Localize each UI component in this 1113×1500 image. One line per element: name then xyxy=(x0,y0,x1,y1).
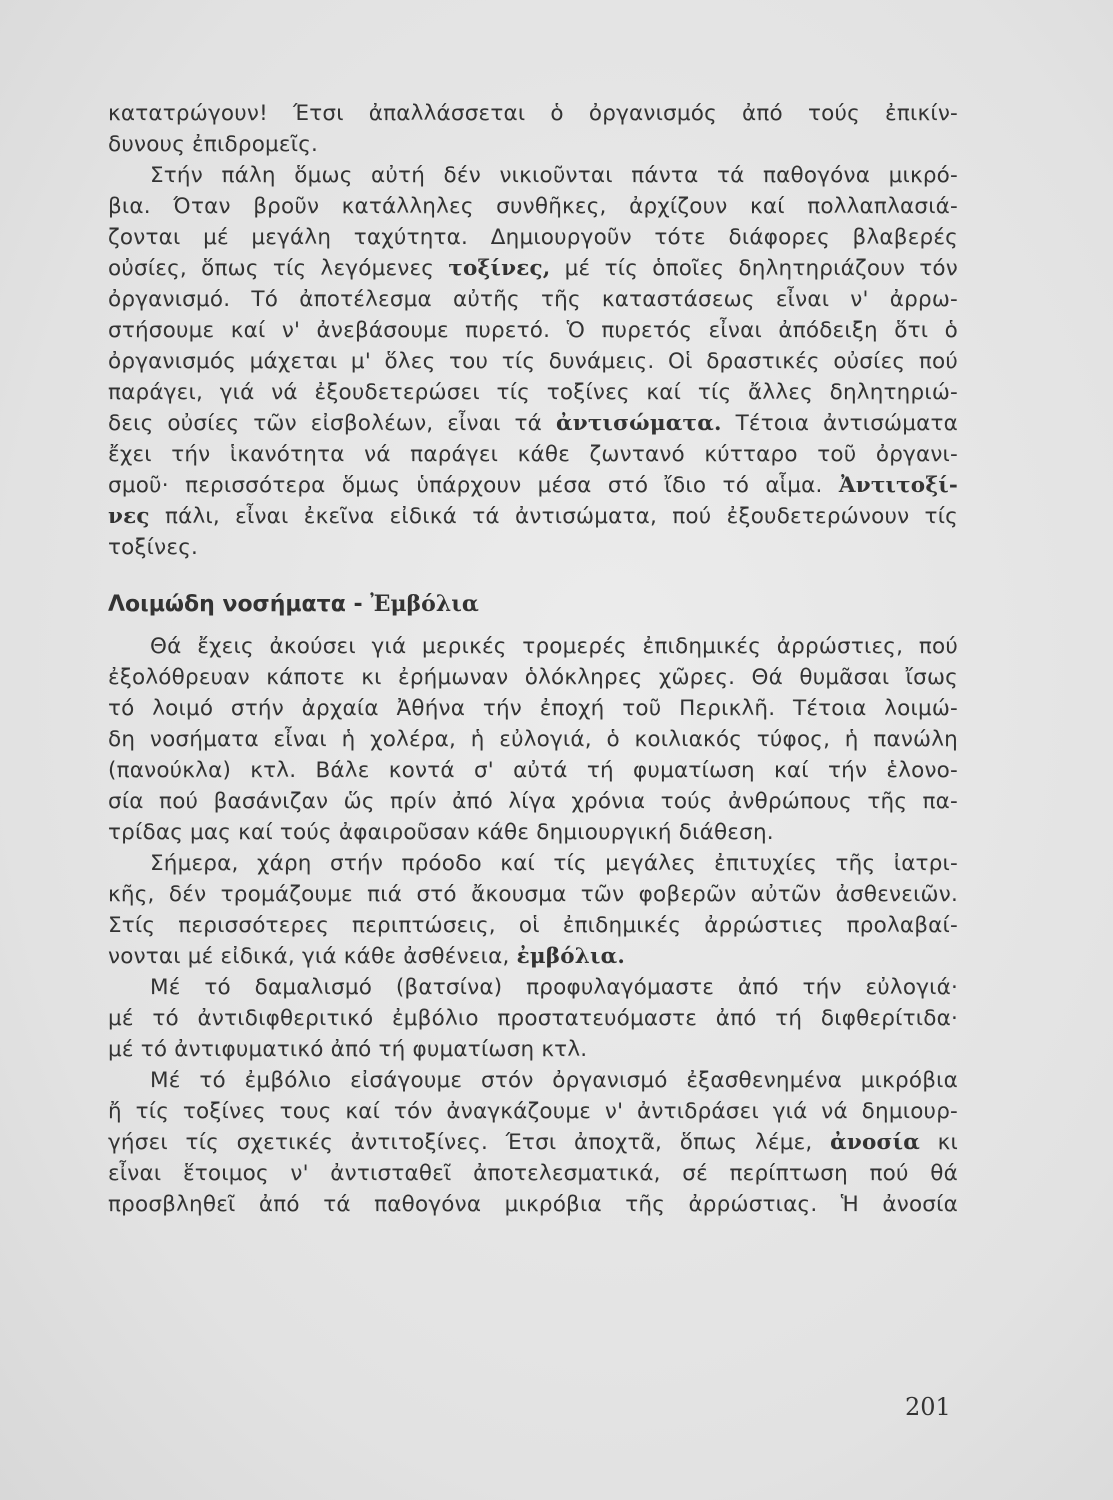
text-line: Μέ τό δαμαλισμό (βατσίνα) προφυλαγόμαστε ἀπό τήν εὐλογιά· xyxy=(150,975,958,1000)
text-line: τό λοιμό στήν ἀρχαία Ἀθήνα τήν ἐποχή τοῦ Περικλῆ. Τέτοια λοιμώ- xyxy=(108,696,958,721)
text-line: βια. Όταν βροῦν κατάλληλες συνθῆκες, ἀρχίζουν καί πολλαπλασιά- xyxy=(108,194,958,219)
bold-term: ἀνοσία xyxy=(830,1130,920,1155)
text-line: τρίδας μας καί τούς ἀφαιροῦσαν κάθε δημιουργική διάθεση. xyxy=(108,820,774,845)
text-line: δη νοσήματα εἶναι ἡ χολέρα, ἡ εὐλογιά, ὁ κοιλιακός τύφος, ἡ πανώλη xyxy=(108,727,958,752)
text-line: μέ τό ἀντιφυματικό ἀπό τή φυματίωση κτλ. xyxy=(108,1037,588,1062)
text-line: παράγει, γιά νά ἐξουδετερώσει τίς τοξίνες καί τίς ἄλλες δηλητηριώ- xyxy=(108,380,958,405)
text-line: μέ τό ἀντιδιφθεριτικό ἐμβόλιο προστατευόμαστε ἀπό τή διφθερίτιδα· xyxy=(108,1006,958,1031)
text-line: στήσουμε καί ν' ἀνεβάσουμε πυρετό. Ὁ πυρετός εἶναι ἀπόδειξη ὅτι ὁ xyxy=(108,318,958,343)
text-line: προσβληθεῖ ἀπό τά παθογόνα μικρόβια τῆς ἀρρώστιας. Ἡ ἀνοσία xyxy=(108,1192,958,1217)
text-line: ὀργανισμός μάχεται μ' ὅλες του τίς δυνάμεις. Οἱ δραστικές οὐσίες πού xyxy=(108,349,958,374)
text-line: τοξίνες. xyxy=(108,535,199,560)
bold-term: ἀντισώματα. xyxy=(556,411,722,436)
text-line: κῆς, δέν τρομάζουμε πιά στό ἄκουσμα τῶν φοβερῶν αὐτῶν ἀσθενειῶν. xyxy=(108,882,958,907)
text-line: ἐξολόθρευαν κάποτε κι ἐρήμωναν ὁλόκληρες χῶρες. Θά θυμᾶσαι ἴσως xyxy=(108,665,958,690)
text-line: εἶναι ἕτοιμος ν' ἀντισταθεῖ ἀποτελεσματικά, σέ περίπτωση πού θά xyxy=(108,1161,958,1186)
text-line: νονται μέ εἰδικά, γιά κάθε ἀσθένεια, ἐμβόλια. xyxy=(108,944,626,969)
bold-term: νες xyxy=(108,504,150,529)
text-line: δεις οὐσίες τῶν εἰσβολέων, εἶναι τά ἀντισώματα. Τέτοια ἀντισώματα xyxy=(108,411,958,436)
text-line: ἤ τίς τοξίνες τους καί τόν ἀναγκάζουμε ν' ἀντιδράσει γιά νά δημιουρ- xyxy=(108,1099,958,1124)
text-line: νες πάλι, εἶναι ἐκεῖνα εἰδικά τά ἀντισώματα, πού ἐξουδετερώνουν τίς xyxy=(108,504,958,529)
bold-term: τοξίνες, xyxy=(448,256,551,281)
section-heading: Λοιμώδη νοσήματα - Ἐμβόλια xyxy=(108,591,479,617)
text-line: οὐσίες, ὅπως τίς λεγόμενες τοξίνες, μέ τίς ὁποῖες δηλητηριάζουν τόν xyxy=(108,256,959,281)
text-line: σμοῦ· περισσότερα ὅμως ὑπάρχουν μέσα στό ἴδιο τό αἷμα. Ἀντιτοξί- xyxy=(108,473,958,498)
text-line: ζονται μέ μεγάλη ταχύτητα. Δημιουργοῦν τότε διάφορες βλαβερές xyxy=(108,225,958,250)
page-number: 201 xyxy=(905,1393,951,1421)
text-line: Σήμερα, χάρη στήν πρόοδο καί τίς μεγάλες ἐπιτυχίες τῆς ἰατρι- xyxy=(150,851,958,876)
text-line: Στίς περισσότερες περιπτώσεις, οἱ ἐπιδημικές ἀρρώστιες προλαβαί- xyxy=(108,913,958,938)
text-line: Στήν πάλη ὅμως αὐτή δέν νικιοῦνται πάντα τά παθογόνα μικρό- xyxy=(150,163,958,188)
bold-term: ἐμβόλια. xyxy=(516,944,626,969)
text-line: ὀργανισμό. Τό ἀποτέλεσμα αὐτῆς τῆς καταστάσεως εἶναι ν' ἀρρω- xyxy=(108,287,958,312)
text-line: κατατρώγουν! Έτσι ἀπαλλάσσεται ὁ ὀργανισμός ἀπό τούς ἐπικίν- xyxy=(108,101,958,126)
body-text xyxy=(108,98,958,1220)
text-line: σία πού βασάνιζαν ὥς πρίν ἀπό λίγα χρόνια τούς ἀνθρώπους τῆς πα- xyxy=(108,789,958,814)
text-line: ἔχει τήν ἱκανότητα νά παράγει κάθε ζωντανό κύτταρο τοῦ ὀργανι- xyxy=(108,442,958,467)
text-line: Μέ τό ἐμβόλιο εἰσάγουμε στόν ὀργανισμό ἐξασθενημένα μικρόβια xyxy=(150,1068,958,1093)
bold-term: Ἀντιτοξί- xyxy=(838,473,958,498)
text-line: γήσει τίς σχετικές ἀντιτοξίνες. Έτσι ἀποχτᾶ, ὅπως λέμε, ἀνοσία κι xyxy=(108,1130,958,1155)
text-line: (πανούκλα) κτλ. Βάλε κοντά σ' αὐτά τή φυματίωση καί τήν ἑλονο- xyxy=(108,758,958,783)
text-line: Θά ἔχεις ἀκούσει γιά μερικές τρομερές ἐπιδημικές ἀρρώστιες, πού xyxy=(150,634,958,659)
text-line: δυνους ἐπιδρομεῖς. xyxy=(108,132,319,157)
